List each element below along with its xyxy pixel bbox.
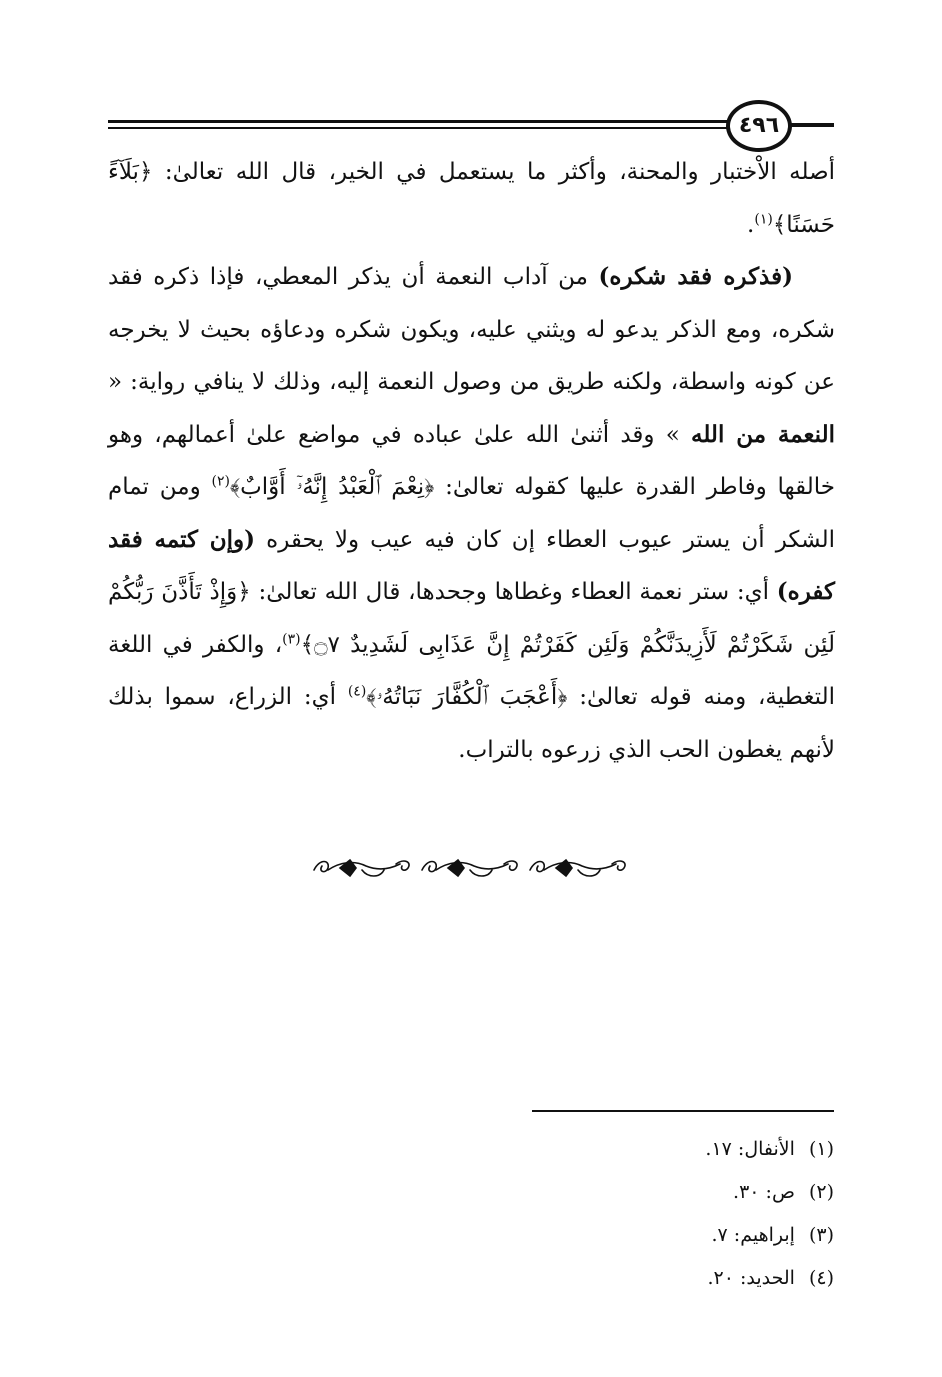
header-rule-thin	[108, 127, 730, 129]
floral-divider-unit	[422, 860, 517, 876]
text-segment-bold: النعمة من الله	[690, 420, 835, 448]
footnote-number: (٣)	[808, 1224, 834, 1246]
paragraph-2	[108, 251, 835, 776]
footnote-item	[532, 1257, 834, 1300]
page-number-badge	[726, 100, 792, 152]
text-segment: .	[747, 211, 755, 238]
footnote-separator	[532, 1110, 834, 1112]
footnote-ref: (٣)	[282, 630, 301, 647]
footnote-ref: (١)	[754, 210, 773, 227]
text-segment: ومن تمام الشكر أن يستر عيوب العطاء إن كان فيه عيب ولا يحقره	[108, 474, 835, 553]
footnote-number: (٤)	[808, 1267, 834, 1289]
footnotes	[532, 1128, 834, 1300]
footnote-item	[532, 1214, 834, 1257]
footnote-text: الحديد: ٢٠.	[707, 1267, 795, 1289]
header-rule-tail	[790, 123, 834, 127]
text-segment: أي: ستر نعمة العطاء وغطاها وجحدها، قال الله تعالىٰ: ﴿وَإِذْ تَأَذَّنَ رَبُّكُمْ لَئِن شَكَرْتُمْ لَأَزِيدَنَّكُمْ وَلَئِن كَفَرْتُمْ إِنَّ عَذَابِى لَشَدِيدٌ ۝٧﴾	[108, 579, 835, 658]
paragraph-1	[108, 146, 835, 251]
text-segment: أصله الاْختبار والمحنة، وأكثر ما يستعمل في الخير، قال الله تعالىٰ: ﴿بَلَآءً حَسَنًا﴾	[108, 159, 835, 238]
floral-divider-unit	[314, 860, 409, 876]
footnote-number: (٢)	[808, 1181, 834, 1203]
main-text	[108, 146, 835, 776]
header-rule	[108, 120, 730, 123]
footnote-text: الأنفال: ١٧.	[705, 1138, 795, 1160]
footnote-number: (١)	[808, 1138, 834, 1160]
footnote-ref: (٤)	[347, 683, 367, 700]
page-number: ٤٩٦	[738, 113, 780, 138]
text-segment: » وقد أثنىٰ الله علىٰ عباده في مواضع علىٰ أعمالهم، وهو خالقها وفاطر القدرة عليها كقوله تعالىٰ: ﴿نِعْمَ ٱلْعَبْدُ إِنَّهُۥٓ أَوَّابٌ﴾	[108, 421, 835, 500]
text-segment: من آداب النعمة أن يذكر المعطي، فإذا ذكره فقد شكره، ومع الذكر يدعو له ويثني عليه، ويكون شكره ودعاؤه بحيث لا يخرجه عن كونه واسطة، ولكنه طريق من وصول النعمة إليه، وذلك لا ينافي رواية: «	[108, 264, 835, 395]
footnote-text: إبراهيم: ٧.	[711, 1224, 795, 1246]
footnote-text: ص: ٣٠.	[733, 1181, 795, 1203]
footnote-item	[532, 1128, 834, 1171]
footnote-ref: (٢)	[211, 473, 230, 490]
text-segment-bold: (فذكره فقد شكره)	[598, 263, 794, 290]
footnote-item	[532, 1171, 834, 1214]
text-segment-bold: (وإن كتمه فقد كفره)	[108, 525, 835, 605]
text-segment: أي: الزراع، سموا بذلك لأنهم يغطون الحب الذي زرعوه بالتراب.	[108, 684, 835, 763]
text-segment: ، والكفر في اللغة التغطية، ومنه قوله تعالىٰ: ﴿أَعْجَبَ ٱلْكُفَّارَ نَبَاتُهُۥ﴾	[108, 631, 835, 710]
floral-divider-unit	[530, 860, 625, 876]
floral-divider-icon	[310, 848, 632, 884]
